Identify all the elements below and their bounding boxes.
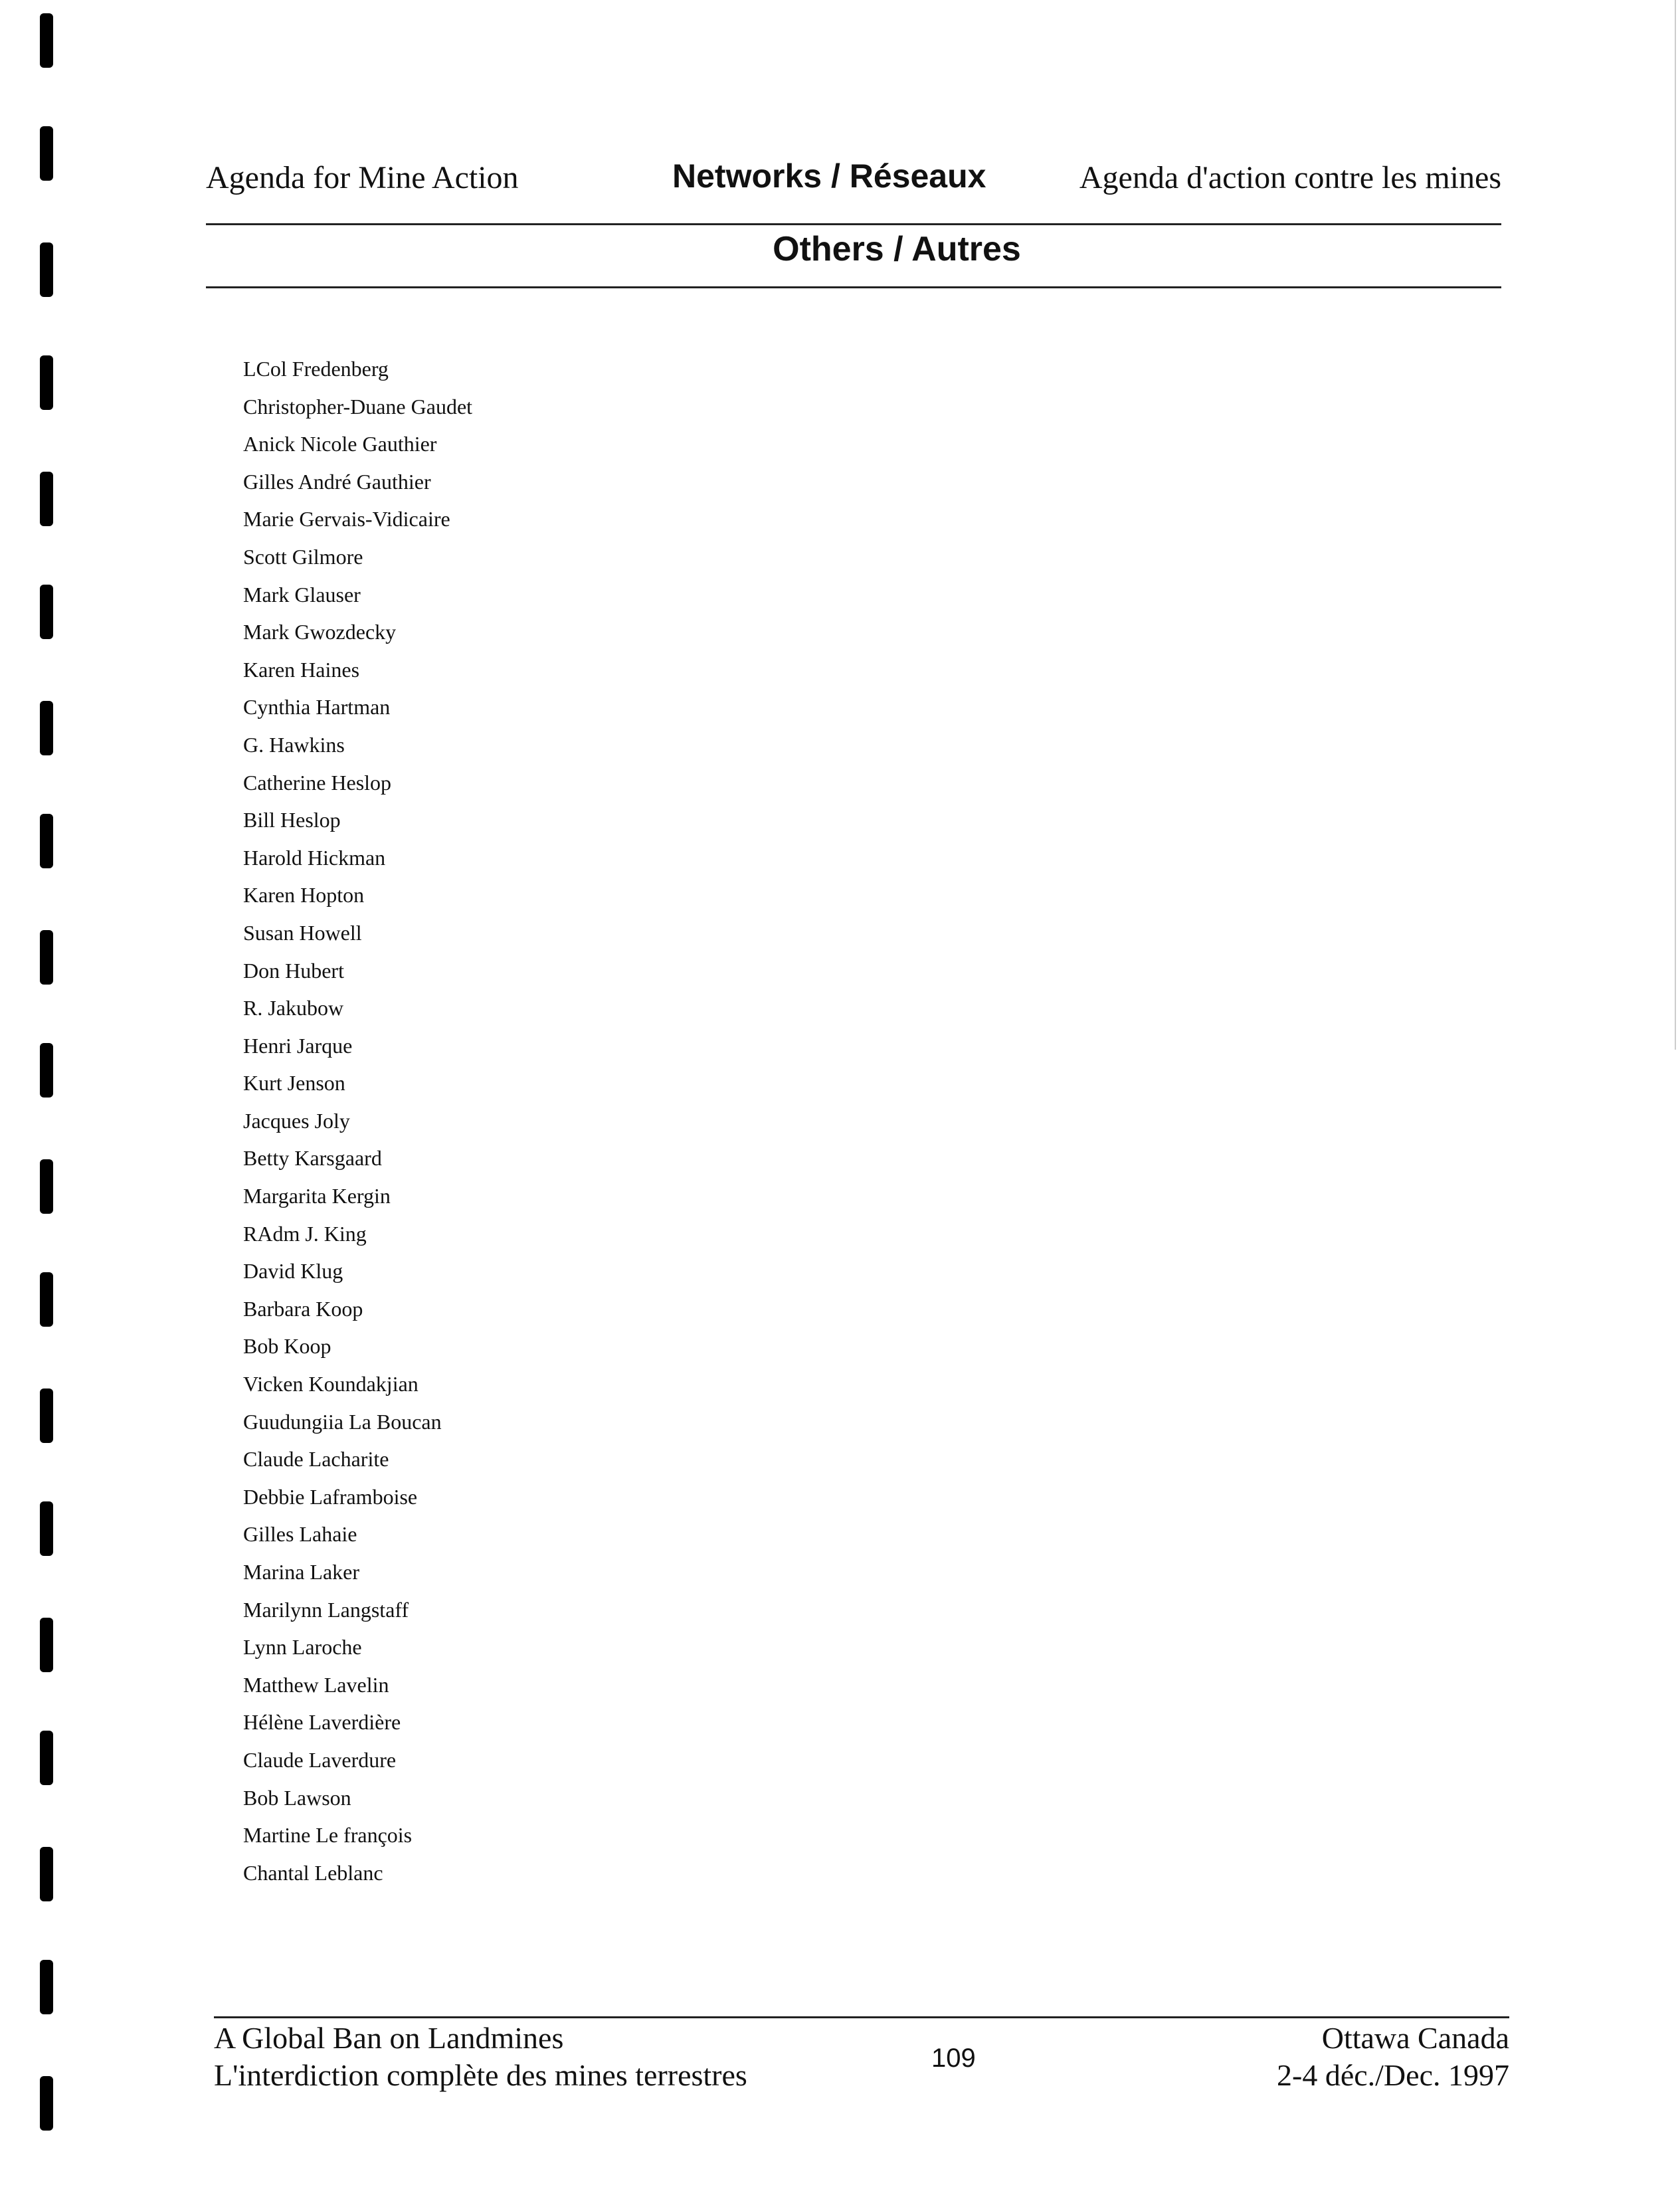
header-right-title: Agenda d'action contre les mines — [1079, 160, 1501, 195]
list-item: Anick Nicole Gauthier — [243, 432, 437, 456]
binder-mark — [40, 1159, 53, 1214]
list-item: Margarita Kergin — [243, 1184, 391, 1208]
binder-mark — [40, 242, 53, 297]
section-rule — [206, 286, 1501, 288]
footer-right-line2: 2-4 déc./Dec. 1997 — [1277, 2058, 1509, 2092]
header-left-title: Agenda for Mine Action — [206, 160, 519, 195]
header-center-title: Networks / Réseaux — [672, 157, 986, 195]
list-item: Christopher-Duane Gaudet — [243, 394, 473, 419]
page-number: 109 — [931, 2044, 976, 2073]
binder-mark — [40, 1272, 53, 1327]
list-item: Bob Lawson — [243, 1785, 351, 1810]
list-item: Karen Haines — [243, 657, 360, 682]
list-item: Matthew Lavelin — [243, 1672, 389, 1697]
page-edge — [1675, 0, 1676, 1050]
section-title: Others / Autres — [773, 230, 1021, 268]
list-item: David Klug — [243, 1259, 343, 1284]
list-item: Gilles André Gauthier — [243, 469, 431, 494]
list-item: Claude Laverdure — [243, 1747, 397, 1772]
list-item: Kurt Jenson — [243, 1071, 345, 1096]
binder-mark — [40, 126, 53, 181]
footer-rule — [214, 2016, 1509, 2018]
list-item: Henri Jarque — [243, 1033, 353, 1058]
binder-mark — [40, 2076, 53, 2131]
list-item: Marie Gervais-Vidicaire — [243, 507, 450, 531]
list-item: Cynthia Hartman — [243, 695, 391, 719]
list-item: RAdm J. King — [243, 1221, 367, 1246]
list-item: Claude Lacharite — [243, 1447, 389, 1472]
list-item: Guudungiia La Boucan — [243, 1409, 442, 1434]
binder-mark — [40, 1501, 53, 1556]
list-item: Marina Laker — [243, 1560, 360, 1584]
list-item: Scott Gilmore — [243, 544, 363, 569]
footer-left — [214, 2020, 747, 2094]
list-item: LCol Fredenberg — [243, 357, 389, 381]
binder-mark — [40, 1388, 53, 1443]
binder-mark — [40, 1847, 53, 1901]
list-item: Jacques Joly — [243, 1108, 350, 1133]
binder-mark — [40, 1960, 53, 2014]
footer-right — [1277, 2020, 1509, 2094]
name-list — [243, 350, 472, 1891]
page-header — [206, 159, 1501, 213]
binder-mark — [40, 472, 53, 526]
list-item: Bob Koop — [243, 1334, 331, 1359]
binder-mark — [40, 930, 53, 985]
binder-mark — [40, 13, 53, 68]
binder-mark — [40, 814, 53, 868]
page-footer — [214, 2020, 1509, 2099]
list-item: Lynn Laroche — [243, 1635, 362, 1660]
list-item: G. Hawkins — [243, 732, 345, 757]
footer-left-line2: L'interdiction complète des mines terrestres — [214, 2058, 747, 2092]
list-item: Mark Glauser — [243, 582, 361, 607]
footer-left-line1: A Global Ban on Landmines — [214, 2021, 564, 2055]
list-item: Chantal Leblanc — [243, 1860, 383, 1885]
list-item: Debbie Laframboise — [243, 1484, 418, 1509]
list-item: Mark Gwozdecky — [243, 620, 397, 644]
footer-right-line1: Ottawa Canada — [1321, 2021, 1509, 2055]
header-rule — [206, 223, 1501, 225]
binder-mark — [40, 701, 53, 755]
list-item: Karen Hopton — [243, 883, 365, 908]
binder-mark — [40, 1618, 53, 1672]
list-item: Martine Le françois — [243, 1823, 413, 1848]
list-item: Betty Karsgaard — [243, 1146, 382, 1171]
binder-mark — [40, 1043, 53, 1098]
list-item: Gilles Lahaie — [243, 1522, 357, 1547]
list-item: R. Jakubow — [243, 996, 344, 1020]
list-item: Catherine Heslop — [243, 770, 392, 795]
list-item: Barbara Koop — [243, 1296, 363, 1321]
list-item: Susan Howell — [243, 920, 362, 945]
list-item: Harold Hickman — [243, 845, 386, 870]
list-item: Hélène Laverdière — [243, 1710, 401, 1735]
list-item: Bill Heslop — [243, 808, 341, 832]
list-item: Vicken Koundakjian — [243, 1372, 419, 1396]
list-item: Don Hubert — [243, 958, 344, 983]
binder-mark — [40, 355, 53, 410]
list-item: Marilynn Langstaff — [243, 1597, 409, 1622]
binder-mark — [40, 1731, 53, 1785]
binder-mark — [40, 585, 53, 639]
